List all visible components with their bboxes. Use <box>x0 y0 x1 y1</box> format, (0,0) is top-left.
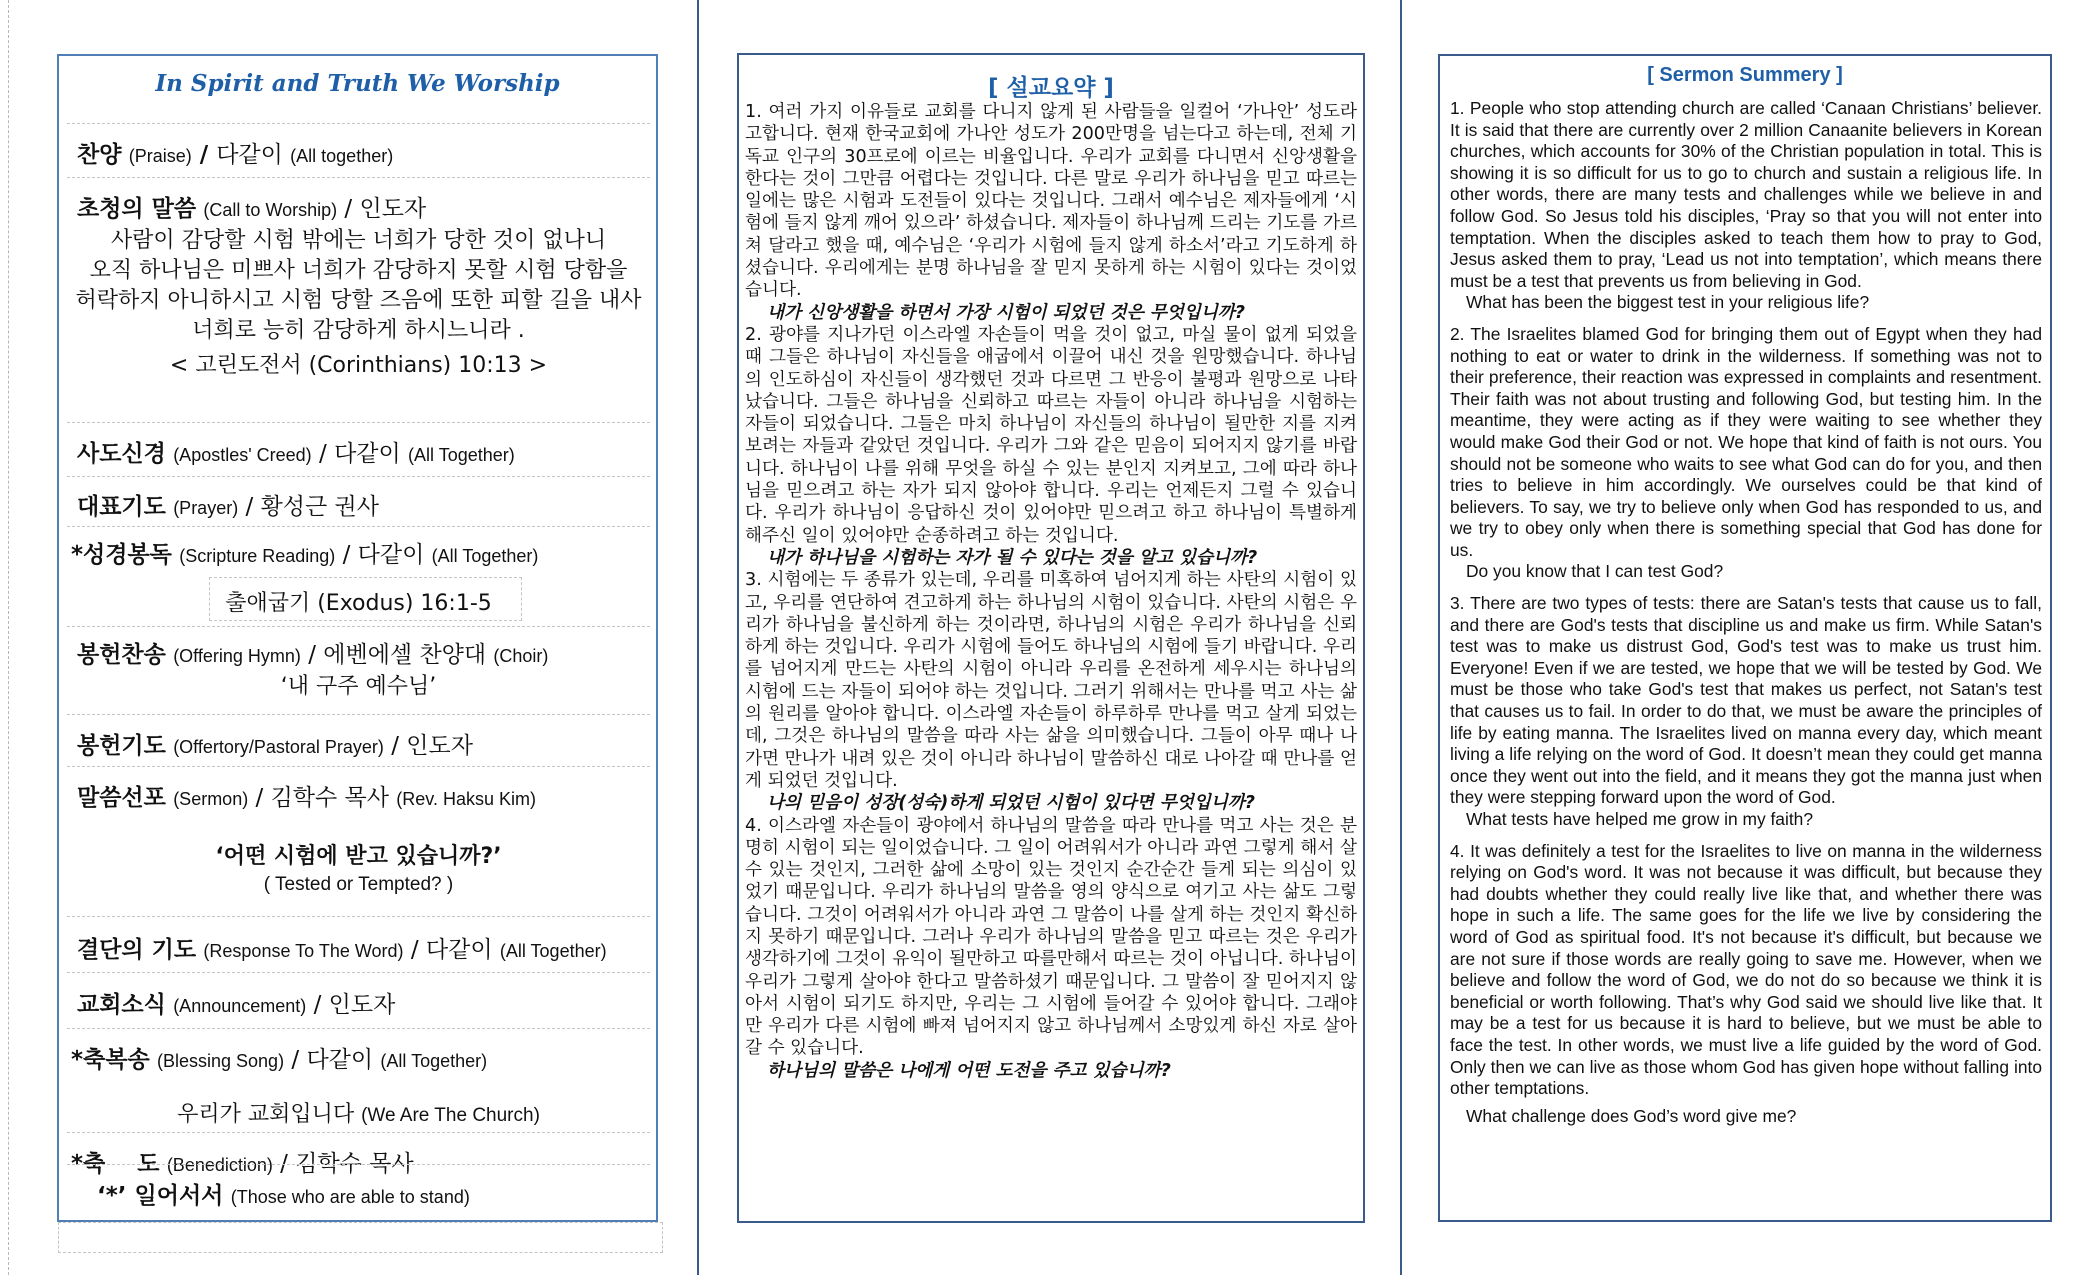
sermon-title-english: ( Tested or Tempted? ) <box>263 874 454 895</box>
left-fold-line <box>8 0 9 1275</box>
item-offering-hymn: 봉헌찬송 (Offering Hymn) / 에벤에셀 찬양대 (Choir) ‘내 구주 예수님’ <box>67 626 650 714</box>
offering-hymn-title: ‘내 구주 예수님’ <box>280 674 437 699</box>
item-blessing-song: *축복송 (Blessing Song) / 다같이 (All Together) 우리가 교회입니다 (We Are The Church) <box>67 1028 650 1132</box>
item-praise: 찬양 (Praise) / 다같이 (All together) <box>67 123 650 177</box>
korean-paragraph-3: 3. 시험에는 두 종류가 있는데, 우리를 미혹하여 넘어지게 하는 사탄의 시험이 있고, 우리를 연단하여 견고하게 하는 하나님의 시험이 있습니다. 사탄의 시험은 우리가 하나님을 불신하게 하는 것이라면, 하나님의 시험은 우리가 하나님을 신뢰하게 하는 것입니다. 우리가 시험에 들어도 하나님의 시험에 들기 바랍니다. 우리를 넘어지게 만드는 사탄의 시험이 아니라 우리를 온전하게 세우시는 하나님의 시험에 드는 자들이 되어야 하는 것입니다. 그러기 위해서는 만나를 먹고 사는 삶의 원리를 알아야 합니다. 이스라엘 자손들이 하루하루 만나를 먹고 살게 되었는데, 그것은 하나님의 말씀을 따라 사는 삶을 의미했습니다. 그들이 아무 때나 나가면 만나가 내려 있은 것이 아니라 하나님이 말씀하신 대로 나아갈 때 만나를 얻게 되었던 것입니다. <box>745 570 1357 791</box>
praise-label: 찬양 <box>77 142 122 168</box>
fold-divider-right <box>1400 0 1402 1275</box>
english-summary-body <box>1450 98 2042 1137</box>
call-verse-reference: < 고린도전서 (Corinthians) 10:13 > <box>169 353 548 378</box>
item-apostles-creed: 사도신경 (Apostles' Creed) / 다같이 (All Together) <box>67 422 650 476</box>
korean-summary-title: [ 설교요약 ] <box>988 75 1114 101</box>
korean-paragraph-1: 1. 여러 가지 이유들로 교회를 다니지 않게 된 사람들을 일컬어 ‘가나안’ 성도라고합니다. 현재 한국교회에 가나안 성도가 200만명을 넘는다고 하는데, 전체 기독교 인구의 30프로에 이르는 비율입니다. 우리가 교회를 다니면서 신앙생활을 한다는 것이 그만큼 어렵다는 것입니다. 다른 말로 우리가 하나님을 믿고 따르는 일에는 많은 시험과 도전들이 있다는 것입니다. 그래서 예수님은 제자들에게 ‘시험에 들지 않게 깨어 있으라’ 하셨습니다. 제자들이 하나님께 드리는 기도를 가르쳐 달라고 했을 때, 예수님은 ‘우리가 시험에 들지 않게 하소서’라고 기도하게 하셨습니다. 우리에게는 분명 하나님을 잘 믿지 못하게 하는 시험이 있다는 것이었습니다. <box>745 102 1357 301</box>
scripture-passage: 출애굽기 (Exodus) 16:1-5 <box>225 591 492 616</box>
english-question-2: Do you know that I can test God? <box>1466 561 1724 582</box>
korean-question-4: 하나님의 말씀은 나에게 어떤 도전을 주고 있습니까? <box>767 1060 1171 1081</box>
item-call-to-worship: 초청의 말씀 (Call to Worship) / 인도자 사람이 감당할 시험 밖에는 너희가 당한 것이 없나니 오직 하나님은 미쁘사 너희가 감당하지 못할 시험 당함을 허락하지 아니하시고 시험 당할 즈음에 또한 피할 길을 내사 너희로 능히 감당하게 하시느니라 . < 고린도전서 (Corinthians) 10:13 > <box>67 177 650 422</box>
call-verse-line-1: 사람이 감당할 시험 밖에는 너희가 당한 것이 없나니 <box>110 228 607 253</box>
english-question-1: What has been the biggest test in your religious life? <box>1466 292 1870 313</box>
call-verse-line-4: 너희로 능히 감당하게 하시느니라 . <box>192 318 525 343</box>
item-announcement: 교회소식 (Announcement) / 인도자 <box>67 972 650 1028</box>
korean-question-2: 내가 하나님을 시험하는 자가 될 수 있다는 것을 알고 있습니까? <box>767 547 1258 568</box>
korean-paragraph-4: 4. 이스라엘 자손들이 광야에서 하나님의 말씀을 따라 만나를 먹고 사는 것은 분명히 시험이 되는 일이었습니다. 그 일이 어려워서가 아니라 과연 그렇게 해서 살 수 있는 것인지, 그러한 삶에 소망이 있는 것인지 순간순간 들게 되는 의심이 있었기 때문입니다. 우리가 하나님의 말씀을 영의 양식으로 여기고 사는 삶도 그렇습니다. 그것이 어려워서가 아니라 과연 그 말씀이 나를 살게 하는 것인지 확신하지 못하기 때문입니다. 그러나 우리가 하나님의 말씀을 믿고 따르는 것은 우리가 생각하기에 그것이 유익이 될만하고 따를만해서 따르는 것이 아닙니다. 하나님이 우리가 그렇게 살아야 한다고 말씀하셨기 때문입니다. 그 말씀이 잘 믿어지지 않아서 시험이 되기도 하지만, 우리는 그 시험에 들어갈 수 있어야 합니다. 그래야만 우리가 다른 시험에 빠져 넘어지지 않고 하나님께서 소망있게 하신 자로 살아갈 수 있습니다. <box>745 815 1357 1059</box>
item-benediction: *축 도 (Benediction) / 김학수 목사 <box>67 1132 650 1218</box>
item-offertory-prayer: 봉헌기도 (Offertory/Pastoral Prayer) / 인도자 <box>67 714 650 766</box>
empty-footer-box <box>58 1222 663 1253</box>
item-sermon: 말씀선포 (Sermon) / 김학수 목사 (Rev. Haksu Kim) ‘어떤 시험에 받고 있습니까?’ ( Tested or Tempted? ) <box>67 766 650 916</box>
call-verse-line-3: 허락하지 아니하시고 시험 당할 즈음에 또한 피할 길을 내사 <box>75 288 642 313</box>
korean-summary-body <box>745 101 1357 1082</box>
item-prayer: 대표기도 (Prayer) / 황성근 권사 <box>67 476 650 526</box>
english-paragraph-3: 3. There are two types of tests: there are Satan's tests that cause us to fall, and there are God's tests that discipline us and make us firm. While Satan's test was to make us distrust God, God's test was to make us trust him. Everyone! Even if we are tested, we hope that we will be tested by God. We must be those who take God's test that makes us perfect, not Satan's test that causes us to fail. In order to do that, we must be aware the principles of life by eating manna. The Israelites lived on manna every day, which meant living a life relying on the word of God. It doesn’t mean they could get manna once they went out into the field, and it means they got the manna just when they were stepping forward upon the word of God. <box>1450 593 2042 808</box>
english-question-3: What tests have helped me grow in my faith? <box>1466 809 1814 829</box>
english-summary-panel <box>1438 54 2052 1222</box>
english-paragraph-4: 4. It was definitely a test for the Israelites to live on manna in the wilderness relying on God's word. It was not because it was difficult, but because they had doubts whether they could really live like that, and whether there was hope in such a life. The same goes for the life we live by considering the word of God as spiritual food. It's not because it's difficult, but because we are not sure if those words are really going to save me. However, when we believe and follow the word of God, we do not do so because we think it is beneficial or worth following. That’s why God said we should live like that. It may be a test for us because it is hard to believe, but we must be able to face the test. In other words, we must live a life guided by the word of God. Only then we can live as those whom God has given hope without falling into other temptations. <box>1450 840 2042 1099</box>
korean-question-1: 내가 신앙생활을 하면서 가장 시험이 되었던 것은 무엇입니까? <box>767 302 1245 323</box>
sermon-title: ‘어떤 시험에 받고 있습니까?’ <box>215 844 502 869</box>
english-paragraph-1: 1. People who stop attending church are called ‘Canaan Christians’ believer. It is said that there are currently over 2 million Canaanite believers in Korean churches, which accounts for 30% of the Christian population in total. This is showing it is so difficult for us to go to church and sustain a religious life. In other words, there are many tests and challenges while we believe in and follow God. So Jesus told his disciples, ‘Pray so that you will not enter into temptation. When the disciples asked to teach them how to pray to God, Jesus asked them to pray, ‘Lead us not into temptation’, which means there must be a test that prevents us from believing in God. <box>1450 98 2042 291</box>
call-verse-line-2: 오직 하나님은 미쁘사 너희가 감당하지 못할 시험 당함을 <box>89 258 628 283</box>
item-scripture-reading: *성경봉독 (Scripture Reading) / 다같이 (All Together) 출애굽기 (Exodus) 16:1-5 <box>67 526 650 626</box>
korean-summary-panel <box>737 53 1365 1223</box>
item-response: 결단의 기도 (Response To The Word) / 다같이 (All Together) <box>67 916 650 972</box>
english-summary-title: [ Sermon Summery ] <box>1647 64 1843 86</box>
english-paragraph-2: 2. The Israelites blamed God for bringing them out of Egypt when they had nothing to eat or water to drink in the wilderness. If something was not to their preference, their reaction was expressed in complaints and resentment. Their faith was not about trusting and following God, but testing him. In the meantime, they were acting as if they were waiting to see whether they would make God their God or not. We hope that kind of faith is not ours. You should not be someone who waits to see what God can do for you, and then tries to believe in him accordingly. We ourselves could be that kind of believers. To say, we try to believe only when God has responded to us, and we try to obey only when there is something special that God has done for us. <box>1450 323 2042 560</box>
fold-divider-left <box>697 0 699 1275</box>
order-of-worship-panel <box>57 54 658 1222</box>
worship-title: In Spirit and Truth We Worship <box>155 70 560 97</box>
call-label: 초청의 말씀 <box>77 196 197 222</box>
item-stand-note: ‘*’ 일어서서 (Those who are able to stand) <box>67 1164 650 1218</box>
korean-paragraph-2: 2. 광야를 지나가던 이스라엘 자손들이 먹을 것이 없고, 마실 물이 없게 되었을 때 그들은 하나님이 자신들을 애굽에서 이끌어 내신 것을 원망했습니다. 하나님의 인도하심이 자신들이 생각했던 것과 다르면 그 반응이 불평과 원망으로 나타났습니다. 그들은 하나님을 신뢰하고 따르는 자들이 아니라 하나님을 시험하는 자들이 되었습니다. 그들은 마치 하나님이 자신들의 하나님이 될만한 지를 지켜보려는 자들과 같았던 것입니다. 우리가 그와 같은 믿음이 되어지지 않기를 바랍니다. 하나님이 나를 위해 무엇을 하실 수 있는 분인지 지켜보고, 그에 따라 하나님을 믿으려고 하는 자가 되지 않아야 합니다. 우리는 언제든지 그럴 수 있습니다. 우리가 하나님이 응답하신 것이 있어야만 믿으려고 하고 하나님이 특별하게 해주신 일이 있어야만 순종하려고 하는 것입니다. <box>745 324 1357 546</box>
english-question-4: What challenge does God’s word give me? <box>1466 1105 1797 1126</box>
blessing-song-title: 우리가 교회입니다 (We Are The Church) <box>177 1102 540 1127</box>
korean-question-3: 나의 믿음이 성장(성숙)하게 되었던 시험이 있다면 무엇입니까? <box>767 793 1255 814</box>
